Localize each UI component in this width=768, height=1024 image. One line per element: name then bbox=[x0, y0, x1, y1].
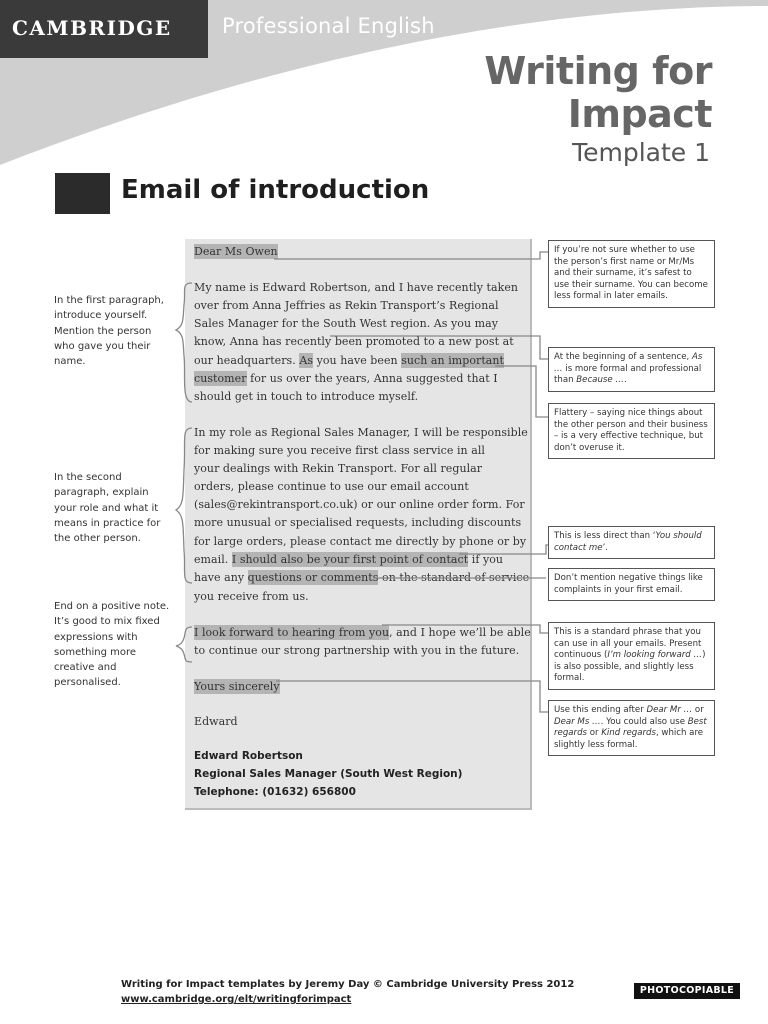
letter-line: over from Anna Jeffries as Rekin Transport’s Regional bbox=[194, 299, 499, 312]
note-as bbox=[548, 347, 715, 392]
note-standard-phrase bbox=[548, 622, 715, 690]
series-title: Professional English bbox=[222, 14, 435, 38]
text-run: Because … bbox=[576, 375, 624, 386]
text-run: for us over the years, Anna suggested that I bbox=[246, 372, 498, 385]
left-note-paragraph-2: In the second paragraph, explain your role and what it means in practice for the other person. bbox=[54, 472, 161, 545]
text-run: have any bbox=[194, 571, 248, 584]
title-marker-block bbox=[55, 173, 110, 214]
note-negative: Don’t mention negative things like complaints in your first email. bbox=[548, 568, 715, 601]
letter-line bbox=[194, 353, 504, 368]
book-title-line2: Impact bbox=[567, 92, 712, 136]
note-salutation: If you’re not sure whether to use the person’s first name or Mr/Ms and their surname, it’s safest to use their surname. You can become less formal in later emails. bbox=[548, 240, 715, 308]
text-run: I’m looking forward … bbox=[607, 650, 703, 661]
letter-salutation bbox=[194, 244, 278, 259]
text-run: been promoted to a new post at bbox=[334, 335, 514, 348]
template-label: Template 1 bbox=[572, 138, 710, 167]
photocopiable-badge: PHOTOCOPIABLE bbox=[634, 983, 740, 999]
text-run: This is less direct than ‘ bbox=[554, 531, 656, 541]
letter-line bbox=[194, 552, 503, 567]
signature-phone: Telephone: (01632) 656800 bbox=[194, 786, 356, 798]
signature-role: Regional Sales Manager (South West Region) bbox=[194, 768, 463, 780]
letter-line: My name is Edward Robertson, and I have recently taken bbox=[194, 281, 519, 294]
letter-line bbox=[194, 371, 498, 386]
letter-line: more unusual or specialised requests, including discounts bbox=[194, 516, 522, 529]
letter-line: for large orders, please contact me directly by phone or by bbox=[194, 535, 527, 548]
footer-credit: Writing for Impact templates by Jeremy Day © Cambridge University Press 2012 bbox=[121, 979, 575, 990]
letter-line: In my role as Regional Sales Manager, I will be responsible bbox=[194, 426, 528, 439]
book-title bbox=[484, 50, 712, 136]
book-title-line1: Writing for bbox=[484, 49, 712, 93]
publisher-logo: CAMBRIDGE bbox=[12, 16, 172, 40]
letter-line: for making sure you receive first class service in all bbox=[194, 444, 485, 457]
text-run: ) is also possible, and slightly less formal. bbox=[554, 650, 706, 684]
text-run: As … bbox=[554, 352, 703, 374]
text-run: or bbox=[692, 705, 704, 715]
letter-line bbox=[194, 334, 514, 349]
highlight-important: such an important bbox=[401, 354, 505, 367]
letter-closing bbox=[194, 679, 280, 694]
letter-line: you receive from us. bbox=[194, 590, 309, 603]
footer-url[interactable]: www.cambridge.org/elt/writingforimpact bbox=[121, 994, 352, 1005]
text-run: Kind regards bbox=[601, 728, 656, 739]
text-run: , which are slightly less formal. bbox=[554, 728, 704, 750]
letter-signoff: Edward bbox=[194, 715, 238, 728]
highlight-as: As bbox=[299, 354, 314, 367]
text-run: At the beginning of a sentence, bbox=[554, 352, 692, 362]
text-run: Dear Mr … bbox=[646, 705, 693, 715]
letter-line: orders, please continue to use our email account bbox=[194, 480, 469, 493]
text-run: know, Anna has recently bbox=[194, 335, 335, 348]
highlight-closing: Yours sincerely bbox=[194, 680, 280, 693]
text-run: . bbox=[623, 375, 627, 386]
highlight-point-of-contact: I should also be your first point of contact bbox=[231, 553, 469, 566]
text-run: is more formal and professional than bbox=[554, 363, 702, 386]
letter-line bbox=[194, 570, 529, 585]
highlight-customer: customer bbox=[194, 372, 247, 385]
highlight-look-forward: I look forward to hearing from you bbox=[194, 626, 390, 639]
letter-line: Sales Manager for the South West region. As you may bbox=[194, 317, 499, 330]
highlight-questions: questions or comments bbox=[247, 571, 379, 584]
letter-line: your dealings with Rekin Transport. For all regular bbox=[194, 462, 483, 475]
text-run: ’. bbox=[602, 542, 609, 553]
letter-line: should get in touch to introduce myself. bbox=[194, 390, 419, 403]
text-run: our headquarters. bbox=[194, 354, 300, 367]
text-run: This is a standard phrase that you can use in all your emails. Present continuous ( bbox=[554, 627, 702, 661]
signature-name: Edward Robertson bbox=[194, 750, 303, 762]
left-note-ending: End on a positive note. It’s good to mix fixed expressions with something more creative and personalised. bbox=[54, 601, 170, 689]
text-run: or bbox=[587, 728, 602, 739]
text-run: on the standard of service bbox=[378, 571, 530, 584]
text-run: if you bbox=[468, 553, 504, 566]
text-run: You should contact me bbox=[554, 531, 702, 553]
note-flattery: Flattery – saying nice things about the other person and their business – is a very effective technique, but don’t overuse it. bbox=[548, 403, 715, 459]
text-run: . You could also use bbox=[600, 716, 688, 727]
letter-line bbox=[194, 625, 531, 640]
page-title: Email of introduction bbox=[121, 175, 430, 205]
text-run: Use this ending after bbox=[554, 705, 647, 715]
text-run: email. bbox=[194, 553, 232, 566]
letter-line: to continue our strong partnership with you in the future. bbox=[194, 644, 520, 657]
left-note-paragraph-1: In the first paragraph, introduce yourself. Mention the person who gave you their name. bbox=[54, 295, 164, 368]
note-ending bbox=[548, 700, 715, 756]
note-less-direct bbox=[548, 526, 715, 559]
text-run: , and I hope we’ll be able bbox=[389, 626, 531, 639]
text-run: Dear Ms … bbox=[554, 716, 601, 727]
text-run: you have been bbox=[313, 354, 402, 367]
letter-line: (sales@rekintransport.co.uk) or our online order form. For bbox=[194, 498, 525, 511]
text-run: Best regards bbox=[554, 716, 707, 739]
highlight-salutation: Dear Ms Owen bbox=[194, 245, 278, 258]
